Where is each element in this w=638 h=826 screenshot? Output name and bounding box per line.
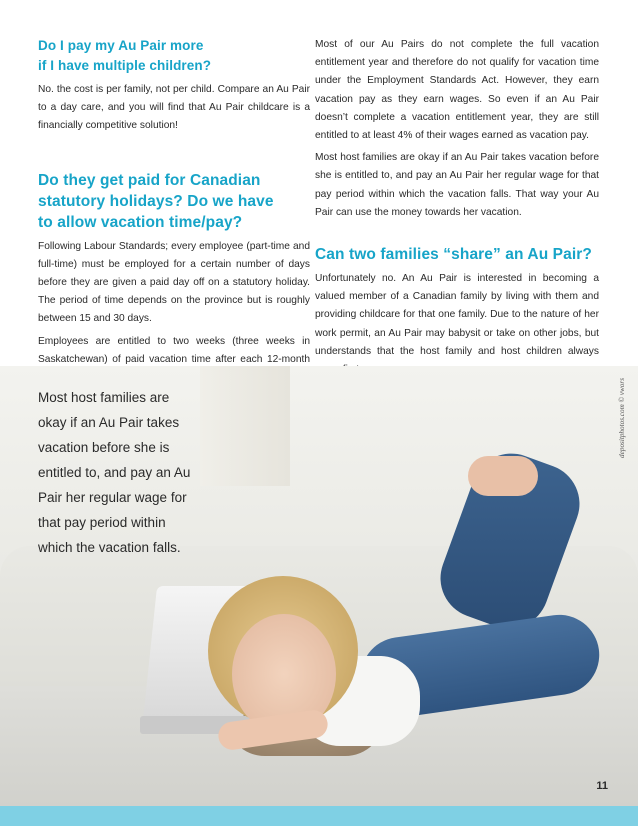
photo-background-shelf: [200, 366, 290, 486]
section-heading-multiple-children: [38, 36, 310, 76]
heading-line: to allow vacation time/pay?: [38, 213, 243, 231]
heading-line: Do I pay my Au Pair more: [38, 38, 204, 53]
paragraph-share-au-pair: Unfortunately no. An Au Pair is interested in becoming a valued member of a Canadian family by living with them and providing childcare for that one family. Due to the nature of her work permit, an Au Pair may babysit or take on other jobs, but understands that the host family and host children always: [315, 273, 599, 357]
footer-bar: [0, 806, 638, 826]
section-heading-share-au-pair: Can two families “share” an Au Pair?: [315, 246, 592, 264]
heading-line: statutory holidays? Do we have: [38, 192, 274, 210]
photo-credit-text: depositphotos.com © vwors: [618, 378, 626, 458]
pull-quote: Most host families are okay if an Au Pair takes vacation before she is entitled to, and pay an Au Pair her regular wage for that pay period within which the vacation falls.: [38, 390, 191, 555]
left-column: [38, 36, 310, 387]
photo-credit: [618, 378, 630, 488]
page-number: 11: [596, 780, 608, 792]
heading-line: Do they get paid for Canadian: [38, 171, 261, 189]
paragraph-vacation-entitlement: Employees are entitled to two weeks (three weeks in Saskatchewan) of paid vacation time after each 12-month: [38, 335, 310, 365]
paragraph-vacation-pay: Most of our Au Pairs do not complete the full vacation entitlement year and therefore do not qualify for vacation time under the Employment Standards Act. However, they earn vacation pay as they earn wages. So even if an Au Pair doesn’t complete a vacation entitlement year, they are still entitled to at least 4% of their wages earned as vacation pay.: [315, 39, 599, 142]
heading-line: if I have multiple children?: [38, 58, 212, 73]
paragraph-multiple-children: No. the cost is per family, not per child. Compare an Au Pair to a day care, and you will find that Au Pair childcare is a financially competitive solution!: [38, 84, 310, 132]
section-heading-holidays: [38, 170, 310, 233]
photo-feet: [468, 456, 538, 496]
paragraph-labour-standards: Following Labour Standards; every employee (part-time and full-time) must be employed for a certain number of days before they are given a paid day off on a statutory holiday. The period of time depends on the province but is roughly between 15 and 30 days.: [38, 240, 310, 325]
right-column: [315, 36, 599, 379]
paragraph-host-families: Most host families are okay if an Au Pair takes vacation before she is entitled to, and pay an Au Pair her regular wage for that pay period within which the vacation falls. That way your Au Pair can use the money towards her vacation.: [315, 152, 599, 218]
